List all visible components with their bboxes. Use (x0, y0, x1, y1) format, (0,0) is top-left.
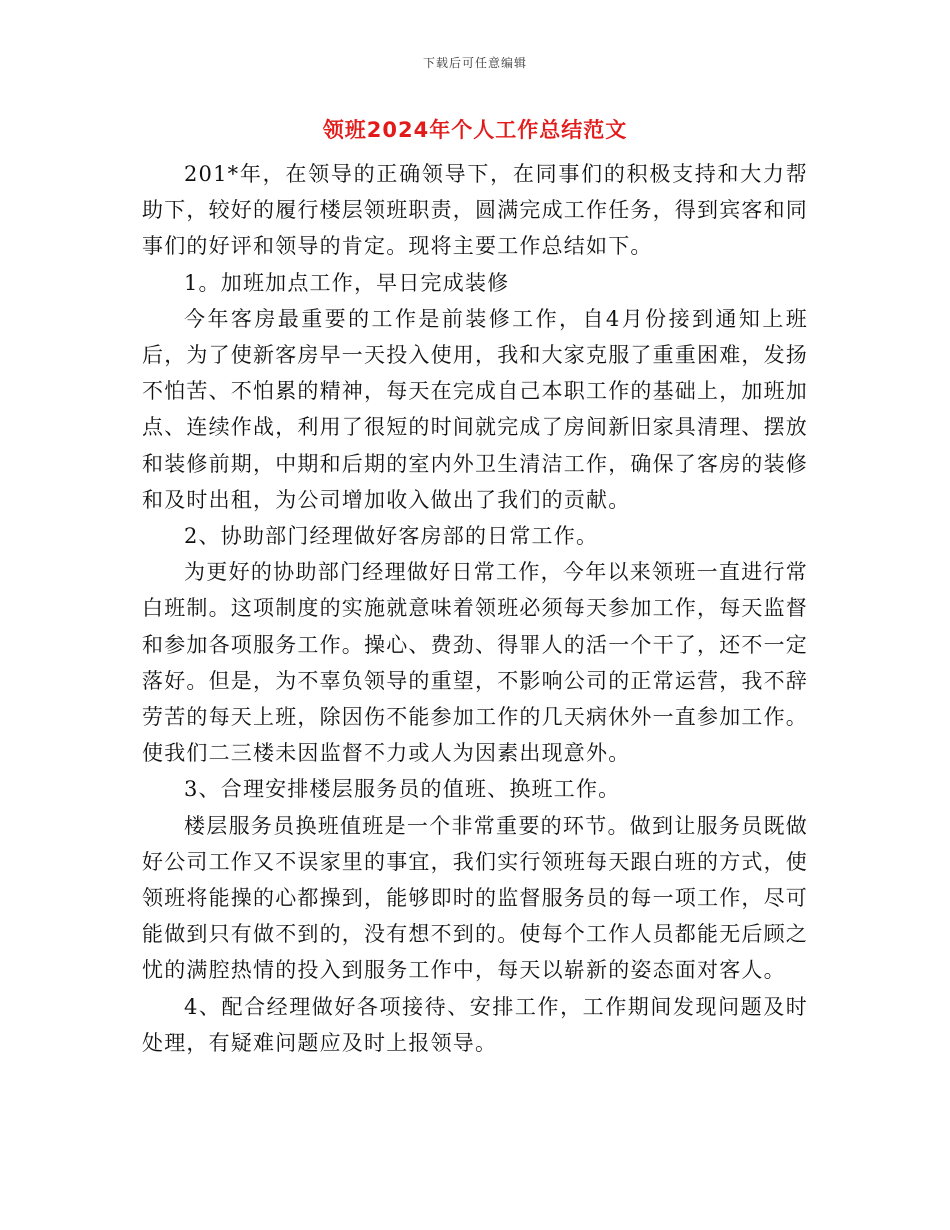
paragraph-section-2: 为更好的协助部门经理做好日常工作，今年以来领班一直进行常白班制。这项制度的实施就意味着领班必须每天参加工作，每天监督和参加各项服务工作。操心、费劲、得罪人的活一个干了，还不一定落好。但是，为不辜负领导的重望，不影响公司的正常运营，我不辞劳苦的每天上班，除因伤不能参加工作的几天病休外一直参加工作。使我们二三楼未因监督不力或人为因素出现意外。 (142, 560, 808, 766)
document-body (142, 156, 808, 1061)
paragraph-section-1: 今年客房最重要的工作是前装修工作，自4月份接到通知上班后，为了使新客房早一天投入使用，我和大家克服了重重困难，发扬不怕苦、不怕累的精神，每天在完成自己本职工作的基础上，加班加点、连续作战，利用了很短的时间就完成了房间新旧家具清理、摆放和装修前期，中期和后期的室内外卫生清洁工作，确保了客房的装修和及时出租，为公司增加收入做出了我们的贡献。 (142, 306, 808, 512)
paragraph-section-3: 楼层服务员换班值班是一个非常重要的环节。做到让服务员既做好公司工作又不误家里的事宜，我们实行领班每天跟白班的方式，使领班将能操的心都操到，能够即时的监督服务员的每一项工作，尽可能做到只有做不到的，没有想不到的。使每个工作人员都能无后顾之忧的满腔热情的投入到服务工作中，每天以崭新的姿态面对客人。 (142, 813, 808, 983)
header-note: 下载后可任意编辑 (422, 56, 527, 70)
document-title: 领班2024年个人工作总结范文 (322, 118, 628, 142)
section-heading-4: 4、配合经理做好各项接待、安排工作，工作期间发现问题及时处理，有疑难问题应及时上报领导。 (142, 994, 808, 1055)
section-heading-3: 3、合理安排楼层服务员的值班、换班工作。 (184, 777, 621, 802)
paragraph-intro: 201*年，在领导的正确领导下，在同事们的积极支持和大力帮助下，较好的履行楼层领班职责，圆满完成工作任务，得到宾客和同事们的好评和领导的肯定。现将主要工作总结如下。 (142, 162, 808, 259)
section-heading-1: 1。加班加点工作，早日完成装修 (184, 270, 510, 295)
section-heading-2: 2、协助部门经理做好客房部的日常工作。 (184, 524, 599, 549)
